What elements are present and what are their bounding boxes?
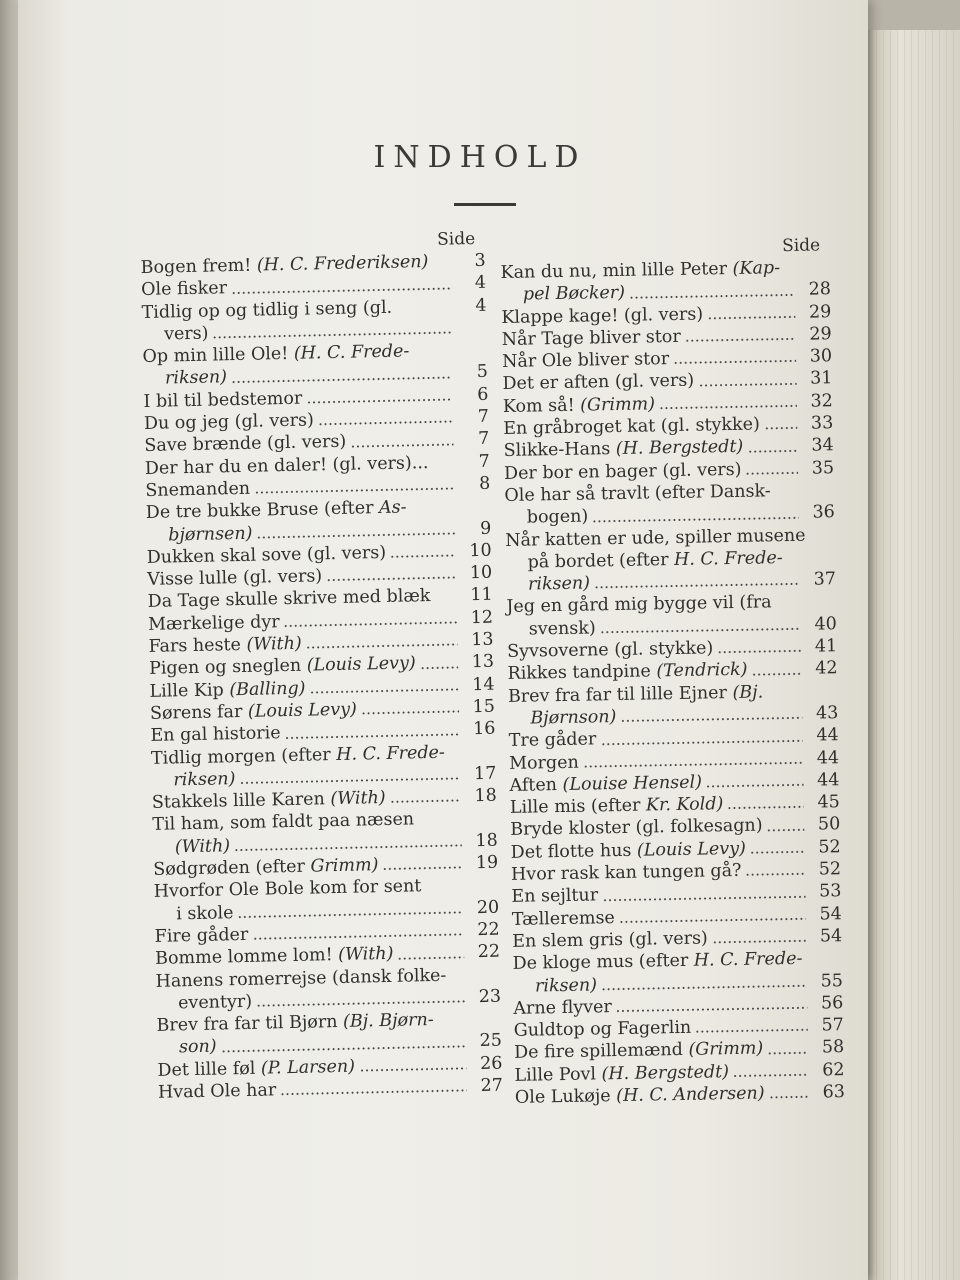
toc-page-number: 4: [475, 295, 487, 316]
toc-entry-text: Ole fisker: [140, 278, 228, 301]
leader-dots: [776, 605, 801, 609]
leader-dots: [326, 576, 456, 583]
toc-page-number: 13: [471, 652, 495, 673]
toc-entry-title: [150, 722, 281, 747]
toc-entry-text: Fire gåder: [154, 924, 249, 947]
leader-dots: [280, 1089, 467, 1097]
leader-dots: [256, 999, 465, 1007]
toc-page-number: 57: [821, 1015, 844, 1036]
toc-page-number: 22: [477, 941, 501, 963]
toc-page-number: 7: [477, 406, 490, 428]
leader-dots: [685, 337, 796, 343]
toc-entry-text: Det lille føl: [157, 1058, 262, 1081]
toc-entry-text: Jeg en gård mig bygge vil (fra: [506, 592, 772, 618]
leader-dots: [764, 426, 798, 431]
toc-entry-title: [154, 924, 248, 948]
toc-entry-text: Save brænde (gl. vers): [144, 432, 347, 457]
toc-entry-author: riksen): [164, 367, 228, 389]
toc-page-number: 20: [476, 897, 500, 918]
toc-page-number: 44: [816, 725, 839, 746]
leader-dots: [787, 560, 800, 564]
toc-entry-text: Snemanden: [145, 478, 251, 501]
leader-dots: [706, 783, 804, 789]
toc-entry-text: Arne flyver: [513, 996, 612, 1019]
leader-dots: [767, 827, 805, 832]
leader-dots: [237, 910, 463, 919]
toc-entry-author: riksen): [527, 573, 591, 595]
toc-page-number: 23: [478, 986, 502, 1007]
toc-entry-title: [514, 1017, 692, 1042]
leader-dots: [698, 382, 796, 388]
toc-page-number: 35: [811, 457, 835, 479]
toc-page-number: 45: [817, 792, 841, 813]
toc-entry-title: [511, 860, 742, 886]
toc-entry-title: [148, 611, 280, 636]
toc-entry-author: (Tendrick): [656, 660, 748, 682]
toc-entry-text: Lille mis (efter: [509, 795, 647, 819]
leader-dots: [239, 777, 460, 786]
leader-dots: [438, 1022, 466, 1027]
toc-entry-author: Grimm): [310, 855, 379, 877]
leader-dots: [727, 805, 804, 810]
toc-entry-author: riksen): [534, 974, 598, 997]
toc-page-number: 50: [817, 814, 841, 835]
toc-entry-text: I bil til bedstemor: [143, 388, 303, 412]
toc-entry-text: En gal historie: [150, 723, 281, 747]
toc-page-number: 7: [478, 429, 490, 450]
side-label: Side: [781, 235, 821, 257]
toc-page-number: 44: [816, 747, 840, 769]
toc-entry-author: (Louis Levy): [306, 653, 416, 676]
toc-entry-text: Når Tage bliver stor: [501, 326, 681, 350]
toc-page-number: 5: [476, 362, 489, 383]
leader-dots: [673, 359, 796, 365]
leader-dots: [616, 1006, 808, 1013]
toc-entry-text: En sejltur: [511, 885, 599, 908]
toc-page-number: 37: [813, 569, 837, 590]
toc-entry-title: [146, 522, 253, 547]
toc-entry-title: [157, 1036, 217, 1060]
toc-entry-title: [502, 348, 669, 373]
leader-dots: [620, 716, 802, 723]
toc-entry-text: Morgen: [508, 752, 579, 774]
toc-entry-author: (H. C. Frederiksen): [256, 251, 429, 276]
leader-dots: [432, 464, 453, 468]
toc-page-number: 42: [815, 658, 838, 679]
leader-dots: [418, 821, 461, 826]
leader-dots: [752, 671, 802, 676]
toc-entry-title: [142, 322, 209, 346]
toc-entry-text: Du og jeg (gl. vers): [143, 410, 315, 435]
toc-entry-title: [509, 751, 579, 775]
toc-entry-author: (With): [246, 633, 302, 655]
toc-page-number: 52: [818, 859, 842, 880]
toc-entry-text: på bordet (efter: [527, 549, 675, 573]
toc-entry-title: [504, 480, 771, 507]
toc-page-number: 54: [819, 926, 843, 947]
leader-dots: [397, 955, 464, 960]
toc-entry-title: [148, 633, 302, 658]
toc-entry-text: De tre bukke Bruse (efter: [145, 498, 380, 524]
leader-dots: [396, 308, 451, 313]
toc-entry-text: Lille Povl: [514, 1064, 602, 1086]
leader-dots: [450, 977, 464, 981]
toc-list-right: [500, 256, 845, 1109]
toc-entry-author: (Louis Levy): [247, 699, 358, 722]
side-label: Side: [436, 228, 476, 250]
toc-entry-title: [513, 974, 597, 998]
toc-entry-text: Klappe kage! (gl. vers): [501, 304, 704, 328]
leader-dots: [600, 627, 801, 635]
leader-dots: [359, 1066, 467, 1072]
leader-dots: [659, 404, 797, 410]
toc-entry-author: pel Bøcker): [522, 283, 626, 305]
toc-entry-text: Når katten er ude, spiller musene: [505, 525, 806, 551]
toc-page-number: 31: [810, 368, 833, 390]
toc-page-number: 26: [479, 1053, 503, 1074]
toc-entry-text: Aften: [509, 774, 563, 796]
toc-page-number: 25: [479, 1030, 503, 1052]
toc-entry-title: [145, 478, 250, 502]
toc-entry-title: [503, 393, 655, 418]
toc-entry-text: En gråbroget kat (gl. stykke): [503, 414, 760, 440]
toc-page-number: 6: [477, 384, 489, 405]
toc-entry-author: (P. Larsen): [260, 1056, 356, 1079]
toc-entry-text: De kloge mus (efter: [512, 950, 694, 975]
leader-dots: [382, 866, 462, 872]
toc-entry-author: (H. Bergstedt): [601, 1061, 730, 1085]
toc-entry-title: [158, 1079, 277, 1104]
toc-entry-text: Brev fra far til lille Ejner: [507, 682, 733, 707]
toc-page-number: 56: [820, 992, 844, 1014]
leader-dots: [361, 710, 459, 716]
leader-dots: [390, 554, 456, 559]
toc-entry-author: (With): [174, 835, 231, 858]
toc-entry-author: Kr. Kold): [645, 794, 724, 816]
toc-page-number: 36: [812, 502, 835, 523]
toc-page-number: 18: [475, 830, 498, 851]
toc-entry-title: [501, 282, 625, 306]
toc-page-number: 29: [809, 324, 832, 345]
toc-page-number: 40: [814, 613, 837, 635]
toc-entry-title: [515, 1082, 765, 1109]
toc-page-number: 14: [472, 674, 495, 695]
toc-entry-author: riksen): [173, 768, 236, 791]
toc-entry-text: Op min lille Ole!: [142, 343, 295, 368]
toc-page-number: 15: [472, 696, 496, 718]
toc-entry-text: Da Tage skulle skrive med blæk: [147, 586, 431, 613]
toc-entry-text: Der har du en daler! (gl. vers)...: [144, 452, 429, 479]
toc-entry-title: [511, 885, 598, 909]
toc-page-number: 12: [470, 607, 494, 628]
leader-dots: [350, 442, 453, 448]
toc-entry-text: Sørens far: [149, 701, 249, 724]
leader-dots: [769, 1095, 809, 1100]
toc-entry-title: [508, 706, 616, 730]
leader-dots: [767, 1050, 808, 1055]
toc-entry-text: Kan du nu, min lille Peter: [500, 258, 733, 283]
toc-page-number: 63: [822, 1082, 846, 1103]
leader-dots: [252, 933, 463, 941]
leader-dots: [629, 292, 795, 299]
leader-dots: [733, 1073, 809, 1078]
toc-entry-text: Stakkels lille Karen: [151, 789, 331, 813]
toc-entry-text: Hanens romerrejse (dansk folke-: [155, 965, 447, 992]
leader-dots: [213, 331, 452, 340]
leader-dots: [284, 620, 458, 628]
toc-entry-title: [150, 699, 357, 726]
toc-column-right: [500, 234, 845, 1109]
leader-dots: [717, 649, 801, 654]
leader-dots: [231, 375, 452, 384]
toc-entry-text: Det flotte hus: [510, 840, 638, 863]
toc-entry-text: Rikkes tandpine: [507, 661, 657, 685]
toc-entry-title: [141, 277, 227, 301]
leader-dots: [449, 754, 460, 758]
toc-entry-text: Dukken skal sove (gl. vers): [146, 542, 387, 568]
toc-entry-author: (Louise Hensel): [562, 772, 703, 795]
toc-entry-title: [505, 506, 589, 530]
leader-dots: [707, 315, 795, 321]
toc-entry-author: son): [178, 1036, 217, 1058]
leader-dots: [592, 515, 799, 523]
toc-entry-title: [509, 729, 597, 753]
toc-entry-text: i skole: [176, 902, 234, 924]
toc-entry-title: [512, 907, 615, 931]
toc-page-number: 32: [810, 390, 834, 412]
toc-page-number: 4: [474, 273, 487, 294]
leader-dots: [434, 598, 456, 602]
toc-entry-title: [149, 677, 305, 703]
toc-entry-text: Ole Lukøje: [514, 1086, 617, 1108]
toc-entry-title: [502, 326, 681, 351]
toc-entry-text: vers): [163, 323, 209, 345]
toc-entry-text: Slikke-Hans: [503, 439, 617, 462]
toc-entry-text: Tælleremse: [511, 907, 615, 930]
toc-entry-title: [151, 768, 235, 792]
toc-page-number: 41: [814, 636, 838, 657]
toc-entry-text: Syvsoverne (gl. stykke): [507, 638, 714, 662]
leader-dots: [221, 1044, 466, 1053]
toc-entry-title: [157, 1055, 355, 1081]
leader-dots: [750, 850, 805, 855]
toc-entry-text: Guldtop og Fagerlin: [513, 1017, 692, 1041]
toc-column-left: [140, 228, 503, 1104]
toc-entry-title: [508, 681, 764, 708]
toc-page-number: 55: [820, 970, 844, 992]
toc-entry-author: (With): [337, 944, 394, 966]
leader-dots: [746, 872, 806, 877]
toc-page-number: 19: [475, 852, 499, 874]
leader-dots: [767, 694, 802, 699]
toc-page-number: 53: [818, 881, 842, 902]
leader-dots: [390, 799, 461, 804]
toc-entry-text: Tidlig morgen (efter: [150, 744, 337, 769]
toc-entry-author: H. C. Frede-: [693, 949, 803, 971]
toc-page-number: 34: [811, 435, 834, 456]
toc-entry-text: Bomme lomme lom!: [154, 945, 339, 970]
leader-dots: [775, 493, 799, 497]
toc-entry-text: bogen): [526, 506, 589, 528]
toc-page-number: 13: [471, 629, 494, 651]
leader-dots: [318, 420, 453, 427]
toc-page-number: 29: [808, 301, 832, 323]
title-divider: [454, 203, 516, 206]
toc-entry-title: [513, 996, 612, 1020]
toc-page-number: 18: [474, 785, 498, 807]
leader-dots: [254, 487, 454, 495]
toc-entry-text: Der bor en bager (gl. vers): [503, 459, 742, 484]
toc-page-number: 7: [478, 451, 491, 472]
toc-entry-title: [156, 991, 252, 1015]
toc-entry-author: (Grimm): [688, 1038, 764, 1061]
toc-entry-text: Til ham, som faldt paa næsen: [152, 809, 415, 836]
toc-entry-title: [154, 902, 234, 926]
toc-entry-text: svensk): [528, 618, 596, 640]
toc-entry-title: [143, 367, 227, 391]
toc-entry-author: (Kap-: [732, 258, 781, 279]
leader-dots: [747, 449, 797, 454]
leader-dots: [411, 509, 455, 514]
toc-entry-text: Bryde kloster (gl. folkesagn): [510, 815, 763, 841]
toc-page-number: 43: [815, 703, 839, 724]
leader-dots: [583, 761, 803, 769]
toc-entry-title: [506, 592, 772, 619]
toc-entry-author: (Louis Levy): [636, 838, 747, 861]
toc-entry-text: Kom så!: [502, 395, 581, 417]
toc-page-number: 52: [818, 836, 841, 858]
leader-dots: [432, 264, 449, 268]
leader-dots: [784, 270, 795, 274]
toc-entry-author: H. C. Frede-: [673, 547, 783, 570]
leader-dots: [619, 917, 806, 924]
toc-page-number: 27: [480, 1075, 504, 1097]
toc-page-number: 58: [821, 1037, 845, 1058]
toc-entry-author: (H. C. Frede-: [293, 341, 410, 364]
toc-entry-text: Sødgrøden (efter: [153, 856, 311, 880]
leader-dots: [712, 939, 806, 945]
toc-entry-author: As-: [378, 497, 407, 519]
page-edge-texture: [870, 30, 960, 1280]
toc-entry-text: De fire spillemænd: [514, 1040, 689, 1064]
toc-page-number: 3: [474, 250, 486, 271]
leader-dots: [306, 398, 452, 405]
toc-entry-text: En slem gris (gl. vers): [512, 928, 708, 952]
toc-entry-text: Visse lulle (gl. vers): [147, 566, 323, 591]
toc-entry-author: (With): [330, 788, 386, 810]
toc-entry-text: Lille Kip: [149, 679, 230, 702]
toc-entry-text: Pigen og sneglen: [148, 655, 307, 680]
toc-entry-text: Hvor rask kan tungen gå?: [510, 860, 742, 885]
toc-entry-author: (Bj.: [732, 682, 764, 703]
toc-page-number: 62: [822, 1059, 845, 1081]
leader-dots: [231, 286, 450, 295]
toc-page-number: 17: [473, 763, 497, 784]
toc-page-number: 44: [817, 769, 840, 791]
toc-entry-text: Fars heste: [148, 634, 247, 657]
toc-page-number: 11: [470, 585, 493, 606]
leader-dots: [601, 984, 807, 992]
toc-entry-author: (Bj. Bjørn-: [342, 1010, 434, 1033]
toc-entry-title: [153, 835, 231, 859]
toc-entry-text: Tre gåder: [508, 729, 597, 752]
toc-entry-text: Bogen frem!: [140, 255, 258, 278]
toc-page-number: 9: [479, 518, 492, 539]
toc-entry-text: Hvad Ole har: [157, 1080, 277, 1103]
toc-entry-title: [143, 387, 302, 413]
toc-entry-title: [506, 573, 590, 597]
leader-dots: [594, 582, 800, 590]
toc-entry-author: (H. Bergstedt): [615, 437, 744, 460]
leader-dots: [600, 738, 803, 746]
toc-entry-text: Mærkelige dyr: [147, 611, 280, 635]
leader-dots: [695, 1028, 808, 1034]
toc-entry-title: [502, 370, 694, 396]
leader-dots: [234, 843, 462, 852]
toc-entry-text: Hvorfor Ole Bole kom for sent: [153, 876, 422, 903]
toc-entry-author: H. C. Frede-: [336, 742, 446, 765]
toc-entry-text: Når Ole bliver stor: [501, 349, 670, 373]
toc-page-number: 16: [472, 718, 496, 740]
leader-dots: [257, 531, 456, 539]
toc-entry-text: Tidlig op og tidlig i seng (gl.: [141, 297, 393, 323]
toc-entry-text: Ole har så travlt (efter Dansk-: [504, 481, 771, 506]
toc-page-number: 22: [477, 919, 500, 940]
leader-dots: [602, 894, 805, 902]
toc-entry-title: [507, 617, 596, 641]
leader-dots: [310, 687, 459, 694]
toc-page-number: 54: [819, 903, 842, 925]
toc-page-number: 33: [810, 413, 834, 434]
leader-dots: [746, 471, 799, 476]
toc-entry-author: (Balling): [229, 678, 306, 700]
toc-list-left: [140, 250, 503, 1104]
toc-page-number: 10: [469, 540, 492, 562]
toc-page-number: 28: [808, 279, 832, 300]
toc-page-number: 30: [809, 346, 833, 367]
toc-entry-text: Brev fra far til Bjørn: [156, 1012, 344, 1036]
toc-entry-author: (H. C. Andersen): [616, 1083, 765, 1107]
toc-entry-author: bjørnsen): [168, 523, 253, 546]
toc-entry-author: Bjørnson): [530, 706, 617, 729]
toc-page-number: 10: [469, 562, 493, 584]
toc-entry-text: eventyr): [177, 991, 253, 1014]
leader-dots: [306, 643, 458, 650]
leader-dots: [425, 888, 462, 893]
toc-entry-text: Det er aften (gl. vers): [502, 371, 695, 395]
leader-dots: [413, 353, 451, 358]
toc-page-number: 8: [478, 473, 491, 494]
leader-dots: [285, 732, 460, 740]
page-title: INDHOLD: [373, 140, 587, 175]
toc-entry-author: (Grimm): [580, 394, 656, 416]
leader-dots: [420, 665, 458, 670]
